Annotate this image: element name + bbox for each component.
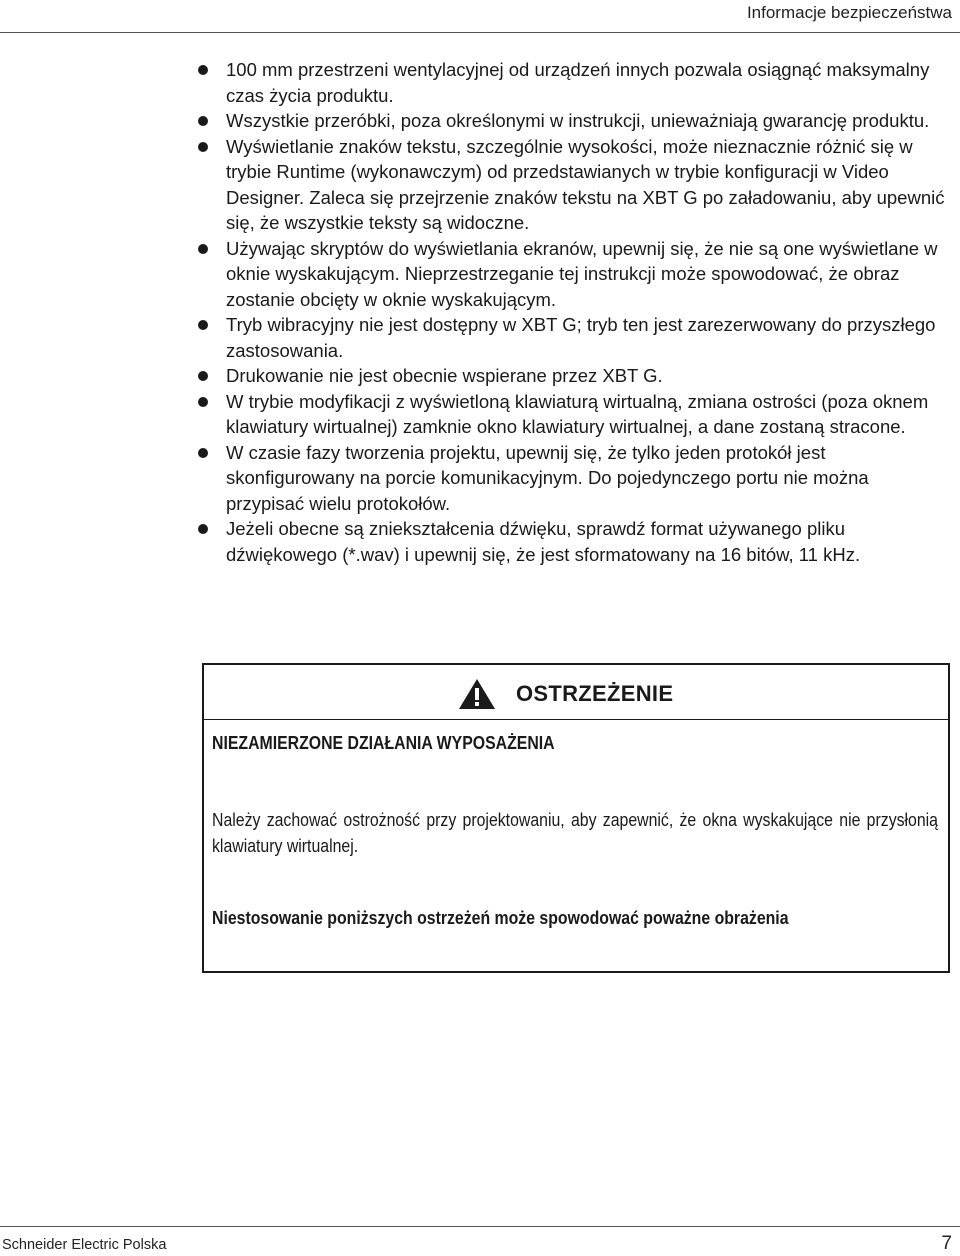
header-title: Informacje bezpieczeństwa (746, 3, 952, 22)
list-item (198, 516, 948, 567)
list-item-text: W trybie modyfikacji z wyświetloną klawiaturą wirtualną, zmiana ostrości (poza oknem klawiatury wirtualnej) zamknie okno klawiatury wirtualnej, a dane zostaną stracone. (226, 390, 929, 437)
bullet-dot-icon (198, 142, 208, 152)
list-item (198, 134, 948, 236)
bullet-dot-icon (198, 524, 208, 534)
list-item (198, 108, 948, 134)
list-item (198, 363, 948, 389)
list-item-text: W czasie fazy tworzenia projektu, upewnij się, że tylko jeden protokół jest skonfigurowany na porcie komunikacyjnym. Do pojedynczego portu nie można przypisać wielu protokołów. (226, 441, 869, 514)
warning-triangle-icon (458, 678, 496, 710)
list-item (198, 236, 948, 313)
warning-subtitle: NIEZAMIERZONE DZIAŁANIA WYPOSAŻENIA (212, 733, 555, 753)
list-item-text: Tryb wibracyjny nie jest dostępny w XBT G; tryb ten jest zarezerwowany do przyszłego zastosowania. (226, 314, 936, 361)
warning-body: Należy zachować ostrożność przy projektowaniu, aby zapewnić, że okna wyskakujące nie przysłonią klawiatury wirtualnej. (212, 810, 938, 856)
footer-company: Schneider Electric Polska (2, 1237, 167, 1253)
list-item-text: Wszystkie przeróbki, poza określonymi w instrukcji, unieważniają gwarancję produktu. (226, 110, 930, 131)
bullet-dot-icon (198, 448, 208, 458)
list-item (198, 440, 948, 517)
bullet-dot-icon (198, 397, 208, 407)
list-item-text: Drukowanie nie jest obecnie wspierane przez XBT G. (226, 365, 663, 386)
header-divider (0, 32, 960, 33)
list-item (198, 312, 948, 363)
footer-divider (0, 1226, 960, 1227)
warning-divider (204, 719, 948, 720)
list-item (198, 389, 948, 440)
list-item-text: 100 mm przestrzeni wentylacyjnej od urządzeń innych pozwala osiągnąć maksymalny czas życia produktu. (226, 59, 930, 106)
warning-heading (458, 679, 673, 709)
bullet-dot-icon (198, 244, 208, 254)
warning-box (202, 663, 950, 973)
page-number: 7 (941, 1233, 952, 1254)
list-item (198, 57, 948, 108)
bullet-list (198, 57, 948, 567)
bullet-dot-icon (198, 65, 208, 75)
bullet-dot-icon (198, 371, 208, 381)
bullet-dot-icon (198, 116, 208, 126)
bullet-dot-icon (198, 320, 208, 330)
warning-title: OSTRZEŻENIE (516, 681, 674, 706)
warning-consequence: Niestosowanie poniższych ostrzeżeń może spowodować poważne obrażenia (212, 908, 789, 928)
list-item-text: Jeżeli obecne są zniekształcenia dźwięku, sprawdź format używanego pliku dźwiękowego (*.wav) i upewnij się, że jest sformatowany na 16 bitów, 11 kHz. (226, 518, 861, 565)
list-item-text: Używając skryptów do wyświetlania ekranów, upewnij się, że nie są one wyświetlane w oknie wyskakującym. Nieprzestrzeganie tej instrukcji może spowodować, że obraz zostanie obcięty w oknie wyskakującym. (226, 237, 938, 310)
list-item-text: Wyświetlanie znaków tekstu, szczególnie wysokości, może nieznacznie różnić się w trybie Runtime (wykonawczym) od przedstawianych w trybie konfiguracji w Video Designer. Zaleca się przejrzenie znaków tekstu na XBT G po załadowaniu, aby upewnić się, że wszystkie teksty są widoczne. (226, 135, 945, 233)
